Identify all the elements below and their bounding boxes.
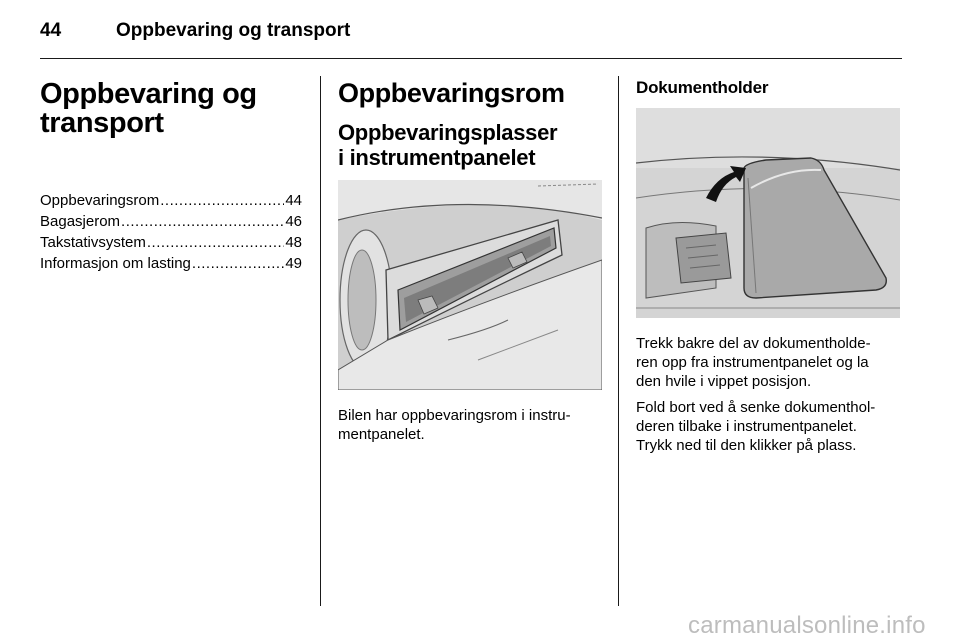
header-rule [40,58,902,59]
toc-entry-label: Bagasjerom [40,213,121,230]
chapter-title: Oppbevaring og transport [40,78,257,139]
storage-column [338,70,602,444]
watermark: carmanualsonline.info [688,612,926,639]
column-divider-left [320,76,321,606]
subsection-title: Oppbevaringsplasser i instrumentpanelet [338,120,558,170]
page-number: 44 [40,20,62,41]
toc-leader-dots [121,213,284,230]
page-header [40,18,900,48]
document-holder-title: Dokumentholder [636,78,769,97]
section-title: Oppbevaringsrom [338,78,565,108]
toc-leader-dots [192,255,284,272]
column-divider-right [618,76,619,606]
toc-entry[interactable] [40,234,302,255]
toc-entry-page: 49 [285,255,302,272]
toc-entry-label: Takstativsystem [40,234,146,251]
table-of-contents [40,192,302,276]
document-holder-instruction-1: Trekk bakre del av dokumentholde- ren opp fra instrumentpanelet og la den hvile i vippet posisjon. [636,335,871,390]
toc-entry-page: 44 [285,192,302,209]
document-holder-instruction-2: Fold bort ved å senke dokumenthol- deren tilbake i instrumentpanelet. Trykk ned til den klikker på plass. [636,399,876,454]
toc-entry-page: 46 [285,213,302,230]
document-holder-column [636,70,900,455]
toc-entry-label: Informasjon om lasting [40,255,191,272]
toc-leader-dots [147,234,284,251]
toc-entry[interactable] [40,192,302,213]
toc-entry[interactable] [40,213,302,234]
toc-leader-dots [160,192,284,209]
document-holder-drawing [636,108,900,318]
toc-entry[interactable] [40,255,302,276]
toc-entry-page: 48 [285,234,302,251]
toc-entry-label: Oppbevaringsrom [40,192,160,209]
chapter-column [40,70,302,276]
glovebox-drawing [338,180,602,390]
storage-description: Bilen har oppbevaringsrom i instru- mentpanelet. [338,407,571,443]
document-holder-illustration [636,108,900,318]
glovebox-illustration [338,180,602,390]
running-title: Oppbevaring og transport [116,20,351,41]
